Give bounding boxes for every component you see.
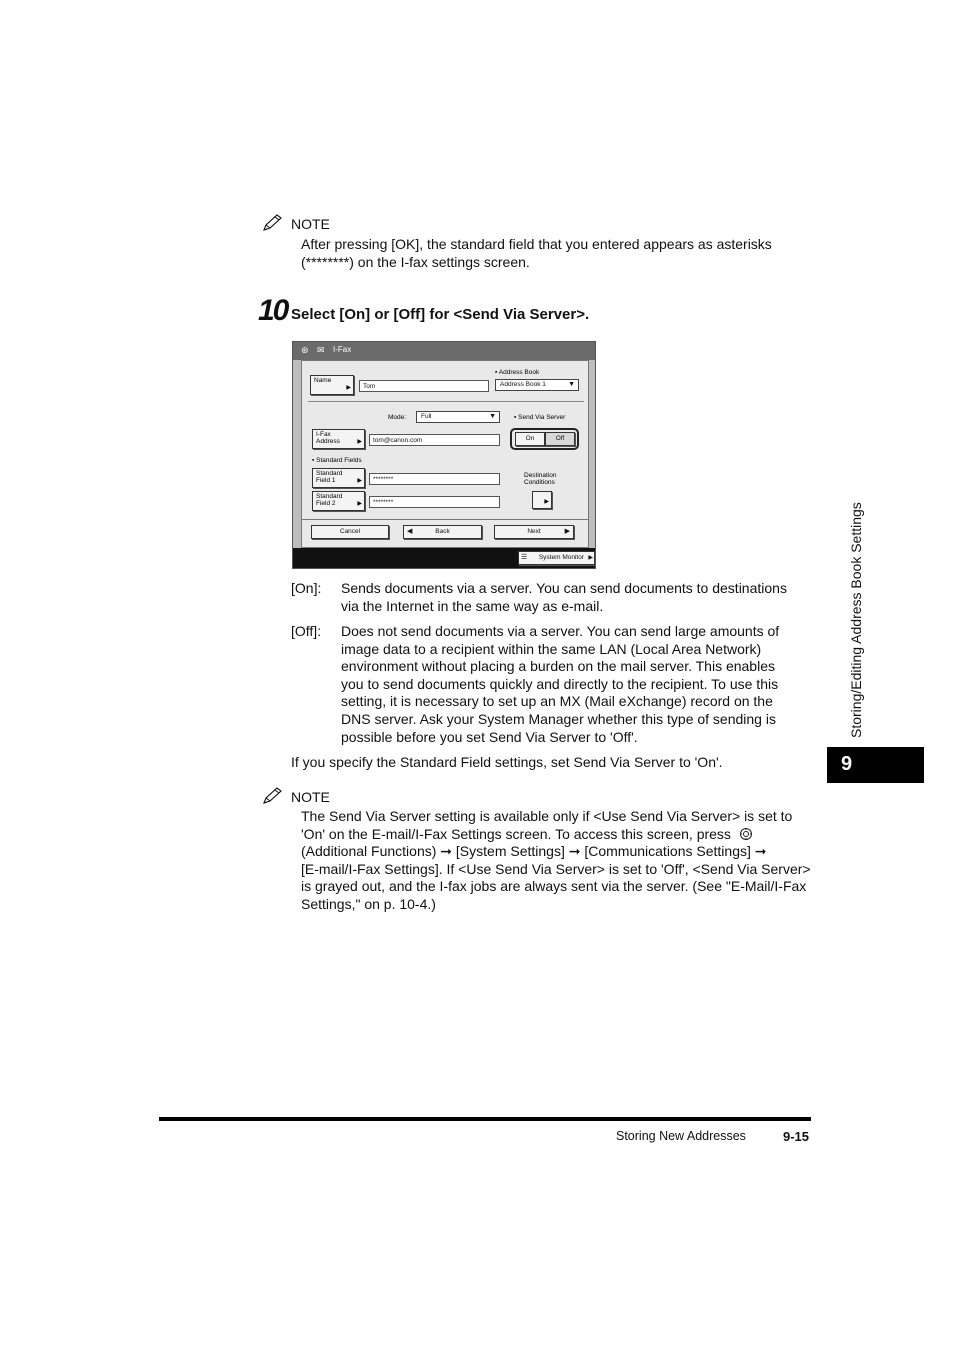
ifax-address-field[interactable]: tom@canon.com: [369, 434, 500, 446]
mode-dropdown[interactable]: Full ▼: [416, 411, 500, 423]
back-button[interactable]: ◀ Back: [403, 525, 482, 539]
chapter-number: 9: [841, 753, 853, 775]
standard-field-1-input[interactable]: ********: [369, 473, 500, 485]
off-button[interactable]: Off: [545, 432, 575, 446]
arrow-right-icon: ▶: [357, 501, 362, 507]
note-text: The Send Via Server setting is available only if <Use Send Via Server> is set to 'On' on the E-mail/I-Fax Settings screen. To access this screen, press (Additional Functions) ➞ [System Settings] ➞ [Communications Settings] ➞ [E-mail/I-Fax Settings]. If <Use Send Via Server> is set to 'Off', <Send Via Server> is grayed out, and the I-fax jobs are always sent via the server. (See "E-Mail/I-Fax Settings," on p. 10-4.): [301, 808, 811, 912]
ifax-settings-screenshot: [292, 341, 596, 569]
name-button[interactable]: Name ▶: [310, 375, 354, 395]
screen-title-bar: [293, 342, 595, 360]
note-text: After pressing [OK], the standard field that you entered appears as asterisks (********) on the I-fax settings screen.: [301, 236, 772, 270]
on-term: [On]:: [291, 580, 322, 596]
settings-panel: [301, 360, 589, 548]
arrow-right-icon: ▶: [564, 528, 570, 535]
chevron-down-icon: ▼: [489, 413, 496, 420]
fax-mode-icon: ✉: [317, 345, 325, 355]
step-title: Select [On] or [Off] for <Send Via Server>.: [291, 306, 590, 323]
cancel-button[interactable]: Cancel: [311, 525, 389, 539]
footer-rule: [159, 1117, 811, 1121]
ifax-address-button[interactable]: I-Fax Address ▶: [312, 429, 365, 449]
standard-field-1-button[interactable]: Standard Field 1 ▶: [312, 468, 365, 488]
arrow-left-icon: ◀: [407, 528, 413, 535]
arrow-right-icon: ▶: [588, 555, 593, 561]
send-via-server-toggle: [510, 428, 579, 450]
note-label: NOTE: [291, 789, 330, 805]
address-book-label: ▪ Address Book: [495, 369, 540, 376]
standard-fields-label: ▪ Standard Fields: [312, 457, 362, 464]
note-label: NOTE: [291, 216, 330, 232]
divider: [302, 519, 588, 520]
chevron-down-icon: ▼: [568, 381, 575, 388]
address-book-dropdown[interactable]: Address Book 1 ▼: [495, 379, 579, 391]
page-number: 9-15: [783, 1129, 810, 1144]
system-monitor-button[interactable]: ☰ System Monitor ▶: [518, 551, 595, 565]
arrow-right-icon: ▶: [357, 478, 362, 484]
arrow-right-icon: ▶: [346, 385, 351, 391]
divider: [308, 401, 584, 402]
standard-field-2-button[interactable]: Standard Field 2 ▶: [312, 491, 365, 511]
name-field[interactable]: Tom: [359, 380, 489, 392]
status-bar: [293, 548, 595, 568]
off-description: Does not send documents via a server. You can send large amounts of image data to a recipient within the same LAN (Local Area Network) environment without placing a burden on the mail server. This enables you to send documents quickly and directly to the recipient. To use this setting, it is necessary to set up an MX (Mail eXchange) record on the DNS server. Ask your System Manager whether this type of sending is possible before you set Send Via Server to 'Off'.: [341, 623, 780, 745]
copy-mode-icon: ⊛: [301, 345, 309, 355]
screen-title: I-Fax: [333, 345, 352, 354]
mode-label: Mode:: [388, 414, 407, 421]
note-pencil-icon: [262, 214, 286, 232]
destination-conditions-button[interactable]: [532, 491, 552, 509]
standard-field-2-input[interactable]: ********: [369, 496, 500, 508]
monitor-icon: ☰: [521, 554, 528, 561]
on-button[interactable]: On: [515, 432, 545, 446]
send-via-server-label: ▪ Send Via Server: [514, 414, 566, 421]
arrow-right-icon: ▶: [357, 439, 362, 445]
off-term: [Off]:: [291, 623, 322, 639]
standard-field-note: If you specify the Standard Field settings, set Send Via Server to 'On'.: [291, 754, 723, 770]
additional-functions-icon: [739, 827, 753, 841]
destination-conditions-label: Destination Conditions: [524, 472, 557, 486]
chapter-tab: [827, 747, 924, 783]
arrow-right-icon: ▶: [544, 499, 549, 505]
next-button[interactable]: Next ▶: [494, 525, 574, 539]
on-description: Sends documents via a server. You can send documents to destinations via the Internet in the same way as e-mail.: [341, 580, 787, 614]
chapter-side-title: Storing/Editing Address Book Settings: [848, 502, 864, 738]
note-pencil-icon: [262, 787, 286, 805]
footer-section: Storing New Addresses: [616, 1129, 746, 1143]
step-number: 10: [258, 294, 288, 327]
